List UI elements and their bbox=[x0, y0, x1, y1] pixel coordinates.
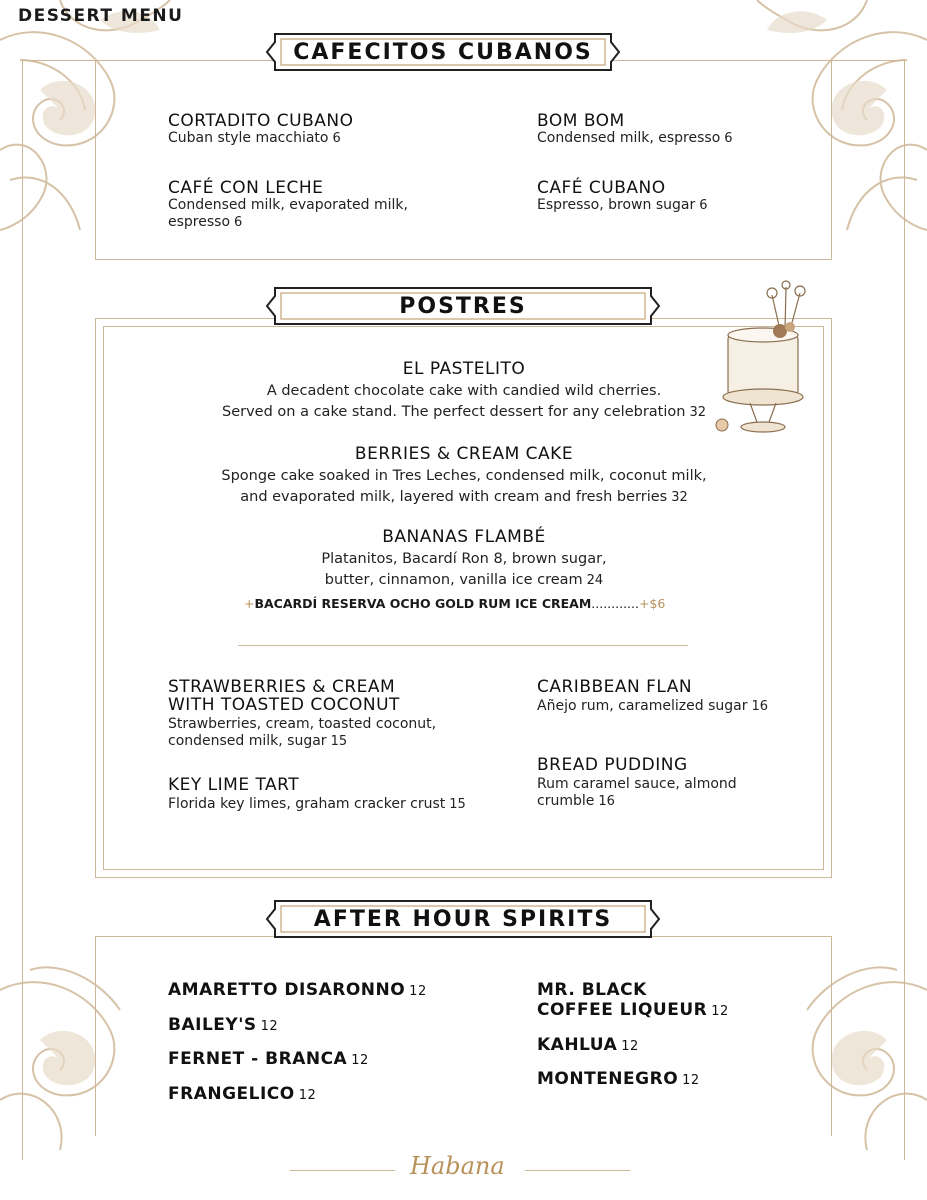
menu-item bbox=[168, 776, 466, 813]
item-price: 6 bbox=[699, 198, 708, 213]
item-price: 16 bbox=[751, 699, 769, 714]
footer-rule-left bbox=[290, 1170, 395, 1171]
item-name: STRAWBERRIES & CREAM bbox=[168, 677, 396, 697]
item-desc: Served on a cake stand. The perfect dessert for any celebration 32 bbox=[222, 404, 706, 420]
item-desc: butter, cinnamon, vanilla ice cream 24 bbox=[324, 572, 604, 588]
item-price: 15 bbox=[449, 797, 466, 812]
featured-item bbox=[104, 360, 824, 423]
item-desc: Sponge cake soaked in Tres Leches, condensed milk, coconut milk, bbox=[221, 468, 707, 484]
section-divider bbox=[238, 645, 688, 646]
item-desc: Platanitos, Bacardí Ron 8, brown sugar, bbox=[321, 551, 607, 567]
footer-rule-right bbox=[525, 1170, 630, 1171]
item-desc: crumble 16 bbox=[537, 793, 615, 809]
item-desc: espresso 6 bbox=[168, 214, 243, 230]
item-name: BREAD PUDDING bbox=[537, 755, 688, 775]
item-name: BANANAS FLAMBÉ bbox=[382, 527, 546, 547]
section-title: CAFECITOS CUBANOS bbox=[293, 39, 593, 65]
item-price: 12 bbox=[711, 1004, 729, 1019]
item-desc: Strawberries, cream, toasted coconut, bbox=[168, 716, 437, 732]
item-desc: Añejo rum, caramelized sugar 16 bbox=[537, 698, 769, 714]
item-name: BERRIES & CREAM CAKE bbox=[354, 444, 574, 464]
item-price: 32 bbox=[689, 405, 706, 420]
spirit-item: MONTENEGRO 12 bbox=[537, 1069, 700, 1089]
item-desc: Florida key limes, graham cracker crust 15 bbox=[168, 796, 466, 812]
brand-logo: Habana bbox=[410, 1152, 505, 1180]
menu-item bbox=[537, 112, 733, 147]
item-name: WITH TOASTED COCONUT bbox=[168, 695, 400, 715]
spirit-item: FRANGELICO 12 bbox=[168, 1084, 317, 1104]
item-desc: Espresso, brown sugar 6 bbox=[537, 197, 708, 213]
item-name: CARIBBEAN FLAN bbox=[537, 677, 693, 697]
item-name: BOM BOM bbox=[537, 111, 625, 131]
postres-banner bbox=[263, 280, 663, 332]
spirit-item: MR. BLACK COFFEE LIQUEUR 12 bbox=[537, 980, 729, 1020]
item-price: 12 bbox=[621, 1039, 639, 1054]
menu-item bbox=[537, 179, 708, 214]
menu-item bbox=[537, 756, 737, 810]
item-price: 6 bbox=[234, 215, 243, 230]
menu-label: DESSERT MENU bbox=[18, 6, 184, 26]
item-desc: Cuban style macchiato 6 bbox=[168, 130, 341, 146]
spirit-item: KAHLUA 12 bbox=[537, 1035, 639, 1055]
menu-item bbox=[168, 179, 408, 231]
item-desc: and evaporated milk, layered with cream and fresh berries 32 bbox=[240, 489, 688, 505]
item-price: 32 bbox=[671, 490, 688, 505]
spirit-item: AMARETTO DISARONNO 12 bbox=[168, 980, 427, 1000]
featured-item bbox=[104, 528, 824, 591]
section-title: POSTRES bbox=[399, 293, 527, 319]
item-price: 15 bbox=[330, 734, 348, 749]
spirit-item: BAILEY'S 12 bbox=[168, 1015, 279, 1035]
item-price: 12 bbox=[260, 1019, 279, 1034]
item-price: 6 bbox=[724, 131, 733, 146]
item-price: 12 bbox=[409, 984, 427, 999]
spirits-banner bbox=[263, 893, 663, 945]
menu-item bbox=[537, 678, 768, 715]
menu-item bbox=[168, 678, 436, 750]
item-name: CAFÉ CUBANO bbox=[537, 178, 666, 198]
item-desc: Condensed milk, evaporated milk, bbox=[168, 197, 408, 213]
item-price: 24 bbox=[586, 573, 604, 588]
section-title: AFTER HOUR SPIRITS bbox=[313, 906, 613, 932]
item-price: 12 bbox=[351, 1053, 369, 1068]
cafecitos-banner bbox=[263, 26, 623, 78]
item-name: EL PASTELITO bbox=[402, 359, 526, 379]
item-desc: A decadent chocolate cake with candied wild cherries. bbox=[266, 383, 662, 399]
item-price: 12 bbox=[298, 1088, 317, 1103]
addon-option: +BACARDÍ RESERVA OCHO GOLD RUM ICE CREAM............+$6 bbox=[244, 596, 666, 611]
item-name: CAFÉ CON LECHE bbox=[168, 178, 324, 198]
item-name: KEY LIME TART bbox=[168, 775, 300, 795]
item-desc: condensed milk, sugar 15 bbox=[168, 733, 348, 749]
spirit-item: FERNET - BRANCA 12 bbox=[168, 1049, 369, 1069]
item-desc: Rum caramel sauce, almond bbox=[537, 776, 737, 792]
featured-item bbox=[104, 445, 824, 508]
item-price: 12 bbox=[682, 1073, 700, 1088]
item-price: 6 bbox=[332, 131, 341, 146]
menu-item bbox=[168, 112, 354, 147]
item-name: CORTADITO CUBANO bbox=[168, 111, 354, 131]
item-price: 16 bbox=[598, 794, 615, 809]
item-desc: Condensed milk, espresso 6 bbox=[537, 130, 733, 146]
addon-price: +$6 bbox=[638, 596, 666, 611]
